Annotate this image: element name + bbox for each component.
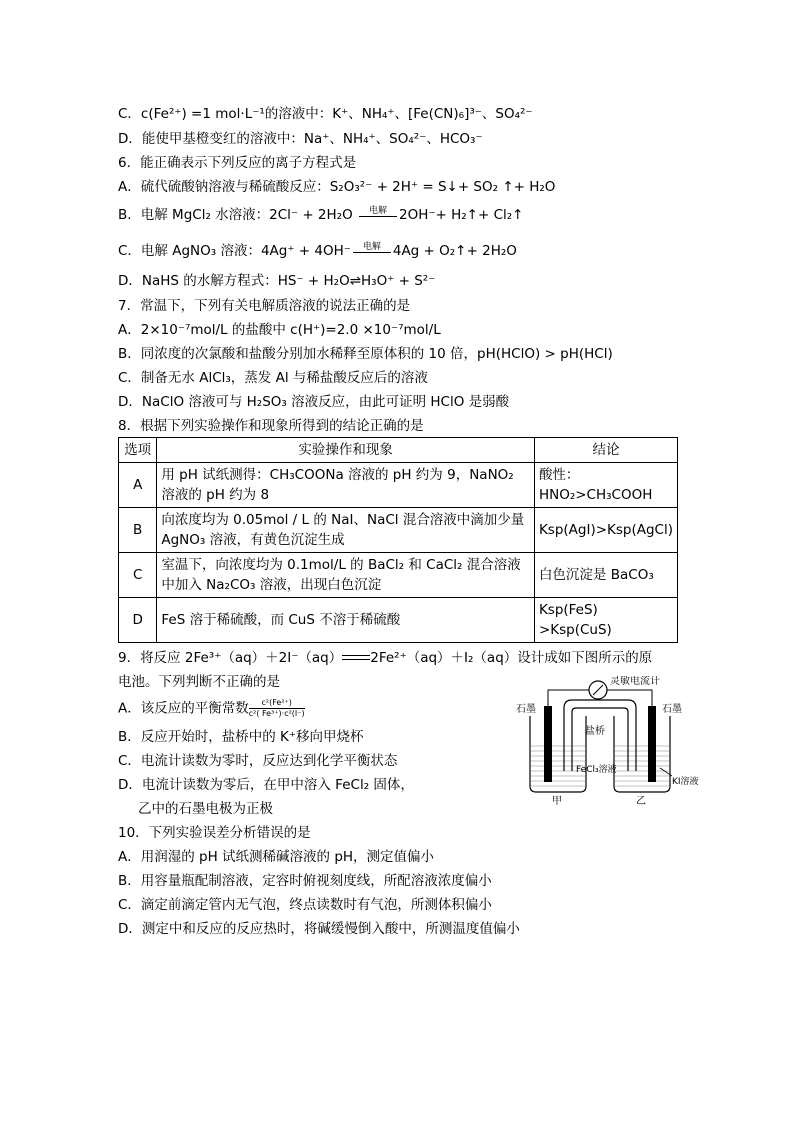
right-electrode-label: 石墨 — [662, 704, 682, 715]
equilibrium-arrow-icon — [342, 652, 370, 664]
question-7-a: A．2×10⁻⁷mol/L 的盐酸中 c(H⁺)=2.0 ×10⁻⁷mol/L — [118, 322, 441, 338]
question-7-d: D．NaClO 溶液可与 H₂SO₃ 溶液反应，由此可证明 HClO 是弱酸 — [118, 394, 510, 410]
question-10-c: C．滴定前滴定管内无气泡，终点读数时有气泡，所测体积偏小 — [118, 897, 492, 913]
table-cell-operation: 用 pH 试纸测得：CH₃COONa 溶液的 pH 约为 9，NaNO₂ 溶液的 pH 约为 8 — [157, 463, 535, 508]
table-cell-conclusion: Ksp(AgI)>Ksp(AgCl) — [534, 508, 677, 553]
table-cell-option: C — [119, 553, 157, 598]
question-9-b: B．反应开始时，盐桥中的 K⁺移向甲烧杯 — [118, 729, 364, 745]
table-cell-operation: FeS 溶于稀硫酸，而 CuS 不溶于稀硫酸 — [157, 598, 535, 643]
question-6: 6．能正确表示下列反应的离子方程式是 — [118, 155, 357, 171]
option-d-line: D．能使甲基橙变红的溶液中：Na⁺、NH₄⁺、SO₄²⁻、HCO₃⁻ — [118, 131, 483, 147]
table-cell-operation: 向浓度均为 0.05mol / L 的 NaI、NaCl 混合溶液中滴加少量 AgNO₃ 溶液，有黄色沉淀生成 — [157, 508, 535, 553]
question-6-c — [118, 241, 517, 261]
q9a-text: A．该反应的平衡常数 — [118, 700, 249, 717]
table-row — [119, 598, 678, 643]
left-electrode-label: 石墨 — [516, 704, 536, 715]
q9-left: 9．将反应 2Fe³⁺（aq）＋2I⁻（aq） — [118, 650, 343, 666]
question-7: 7．常温下，下列有关电解质溶液的说法正确的是 — [118, 298, 411, 314]
question-9 — [118, 648, 652, 668]
galvanic-cell-diagram — [512, 676, 702, 806]
table-header: 选项 — [119, 438, 157, 463]
question-9-c: C．电流计读数为零时，反应达到化学平衡状态 — [118, 753, 398, 769]
table-header: 实验操作和现象 — [157, 438, 535, 463]
right-solution-label: KI溶液 — [672, 777, 699, 787]
table-header: 结论 — [534, 438, 677, 463]
table-cell-operation: 室温下，向浓度均为 0.1mol/L 的 BaCl₂ 和 CaCl₂ 混合溶液中加入 Na₂CO₃ 溶液，出现白色沉淀 — [157, 553, 535, 598]
table-cell-option: D — [119, 598, 157, 643]
question-10: 10．下列实验误差分析错误的是 — [118, 825, 311, 841]
q6c-right: 4Ag + O₂↑+ 2H₂O — [392, 243, 517, 259]
question-7-b: B．同浓度的次氯酸和盐酸分别加水稀释至原体积的 10 倍，pH(HClO) > pH(HCl) — [118, 346, 613, 362]
electrolysis-label: 电解 — [362, 242, 381, 252]
question-8: 8．根据下列实验操作和现象所得到的结论正确的是 — [118, 418, 424, 434]
equilibrium-constant-fraction — [249, 698, 305, 719]
q6b-right: 2OH⁻+ H₂↑+ Cl₂↑ — [399, 207, 524, 223]
experiment-table — [118, 437, 678, 643]
question-9-a — [118, 698, 305, 719]
electrolysis-arrow — [351, 241, 393, 261]
question-9-line2: 电池。下列判断不正确的是 — [118, 674, 280, 690]
question-10-a: A．用润湿的 pH 试纸测稀碱溶液的 pH，测定值偏小 — [118, 849, 435, 865]
right-beaker-label: 乙 — [636, 796, 646, 806]
table-cell-option: A — [119, 463, 157, 508]
question-10-d: D．测定中和反应的反应热时，将碱缓慢倒入酸中，所测温度值偏小 — [118, 921, 520, 937]
fraction-numerator: c²(Fe²⁺) — [249, 698, 305, 709]
table-cell-option: B — [119, 508, 157, 553]
galvanometer-label: 灵敏电流计 — [610, 676, 660, 687]
question-7-c: C．制备无水 AlCl₃，蒸发 Al 与稀盐酸反应后的溶液 — [118, 370, 428, 386]
question-6-b — [118, 205, 524, 225]
table-row — [119, 463, 678, 508]
table-cell-conclusion: 酸性：HNO₂>CH₃COOH — [534, 463, 677, 508]
table-header-row — [119, 438, 678, 463]
question-6-a: A．硫代硫酸钠溶液与稀硫酸反应：S₂O₃²⁻ + 2H⁺ = S↓+ SO₂ ↑+ H₂O — [118, 179, 556, 195]
question-6-d: D．NaHS 的水解方程式：HS⁻ + H₂O⇌H₃O⁺ + S²⁻ — [118, 273, 436, 289]
q9-right: 2Fe²⁺（aq）＋I₂（aq）设计成如下图所示的原 — [370, 650, 653, 666]
salt-bridge-label: 盐桥 — [585, 726, 605, 737]
table-row — [119, 508, 678, 553]
left-solution-label: FeCl₃溶液 — [576, 765, 617, 775]
q6c-left: C．电解 AgNO₃ 溶液：4Ag⁺ + 4OH⁻ — [118, 243, 351, 259]
option-c-line: C．c(Fe²⁺) =1 mol·L⁻¹的溶液中：K⁺、NH₄⁺、[Fe(CN)₆]³⁻、SO₄²⁻ — [118, 106, 533, 122]
question-9-d: D．电流计读数为零后，在甲中溶入 FeCl₂ 固体， — [118, 777, 414, 793]
question-9-d-line2: 乙中的石墨电极为正极 — [138, 801, 273, 817]
electrolysis-label: 电解 — [369, 206, 388, 216]
table-row — [119, 553, 678, 598]
table-cell-conclusion: Ksp(FeS) >Ksp(CuS) — [534, 598, 677, 643]
table-cell-conclusion: 白色沉淀是 BaCO₃ — [534, 553, 677, 598]
question-10-b: B．用容量瓶配制溶液，定容时俯视刻度线，所配溶液浓度偏小 — [118, 873, 492, 889]
electrolysis-arrow — [357, 205, 399, 225]
left-beaker-label: 甲 — [552, 796, 562, 806]
q6b-left: B．电解 MgCl₂ 水溶液：2Cl⁻ + 2H₂O — [118, 207, 358, 223]
fraction-denominator: c²( Fe³⁺)·c²(I⁻) — [248, 709, 305, 718]
